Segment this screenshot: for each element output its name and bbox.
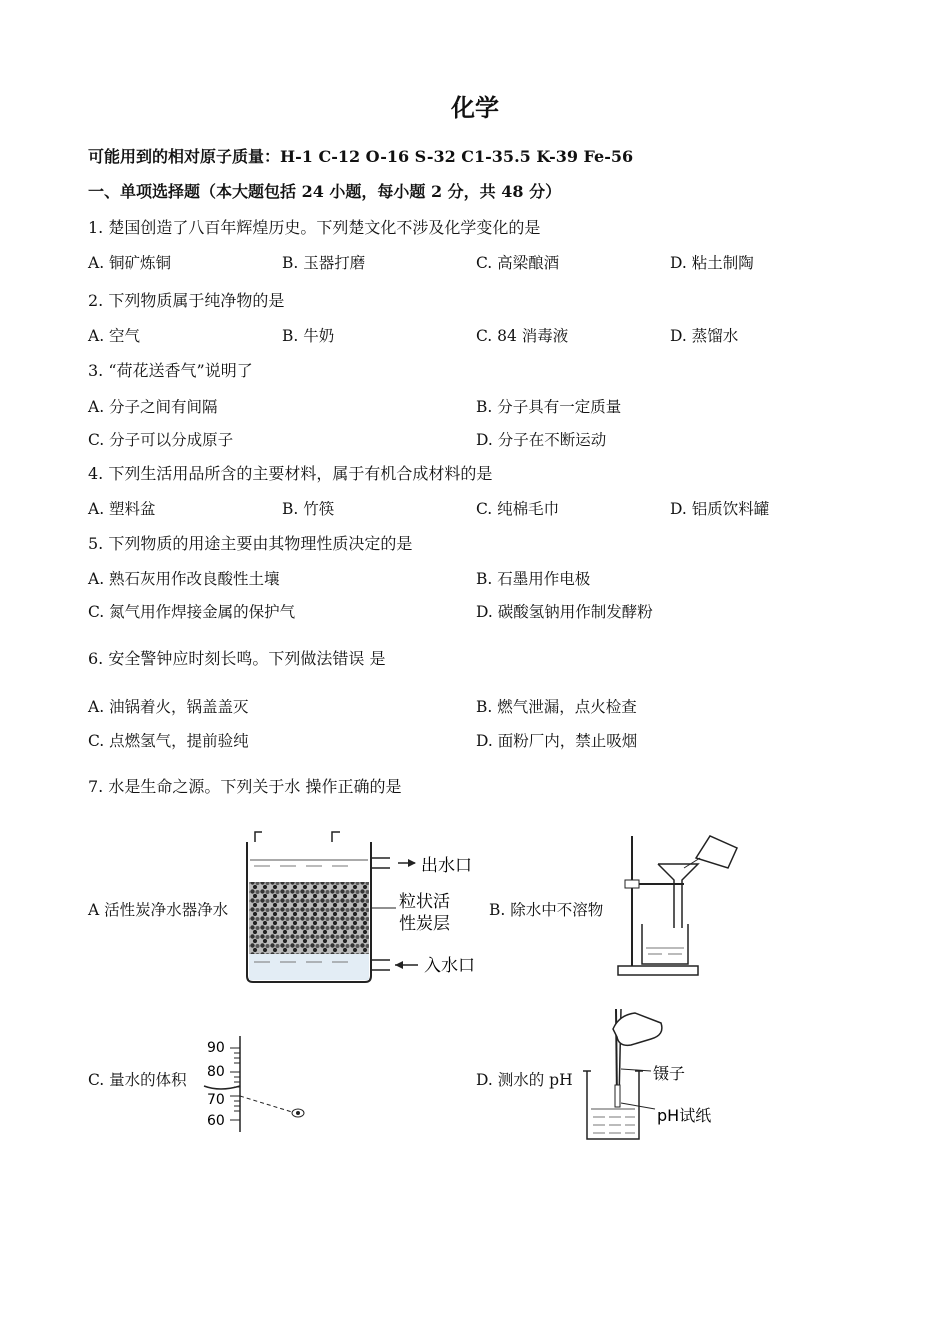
carbon-purifier-figure — [240, 826, 485, 986]
ph-paper-label: pH试纸 — [657, 1106, 712, 1125]
option: C. 量水的体积 — [88, 1071, 187, 1089]
option: D. 分子在不断运动 — [476, 431, 607, 449]
option: A. 熟石灰用作改良酸性土壤 — [88, 570, 280, 588]
option: D. 铝质饮料罐 — [670, 500, 770, 518]
option: A 活性炭净水器净水 — [88, 901, 229, 919]
option: C. 氮气用作焊接金属的保护气 — [88, 603, 296, 621]
question-stem: 7. 水是生命之源。下列关于水 操作正确的是 — [88, 777, 402, 796]
tweezers-label: 镊子 — [653, 1064, 686, 1083]
option: C. 分子可以分成原子 — [88, 431, 234, 449]
option: D. 粘土制陶 — [670, 254, 754, 272]
option: A. 分子之间有间隔 — [88, 398, 218, 416]
option: B. 分子具有一定质量 — [476, 398, 622, 416]
graduated-cylinder-figure — [200, 1032, 320, 1137]
option: B. 牛奶 — [282, 327, 335, 345]
cylinder-mark-70: 70 — [207, 1092, 225, 1108]
inlet-label: 入水口 — [424, 956, 475, 976]
question-stem: 1. 楚国创造了八百年辉煌历史。下列楚文化不涉及化学变化的是 — [88, 218, 541, 237]
cylinder-mark-80: 80 — [207, 1064, 225, 1080]
option: B. 燃气泄漏，点火检查 — [476, 698, 637, 716]
question-stem: 6. 安全警钟应时刻长鸣。下列做法错误 是 — [88, 649, 386, 668]
filtration-figure — [612, 828, 747, 983]
carbon-label-line1: 粒状活 — [399, 892, 450, 912]
option: C. 84 消毒液 — [476, 327, 569, 345]
cylinder-mark-60: 60 — [207, 1113, 225, 1129]
page-title: 化学 — [451, 93, 499, 122]
option: B. 石墨用作电极 — [476, 570, 591, 588]
option: A. 油锅着火，锅盖盖灭 — [88, 698, 249, 716]
option: D. 测水的 pH — [476, 1071, 573, 1089]
question-stem: 3. “荷花送香气”说明了 — [88, 361, 253, 380]
option: D. 碳酸氢钠用作制发酵粉 — [476, 603, 653, 621]
option: A. 铜矿炼铜 — [88, 254, 172, 272]
question-stem: 2. 下列物质属于纯净物的是 — [88, 291, 285, 310]
atomic-masses: 可能用到的相对原子质量：H-1 C-12 O-16 S-32 C1-35.5 K-39 Fe-56 — [88, 147, 634, 166]
option: C. 点燃氢气，提前验纯 — [88, 732, 249, 750]
option: C. 高梁酿酒 — [476, 254, 560, 272]
option: D. 面粉厂内，禁止吸烟 — [476, 732, 638, 750]
outlet-label: 出水口 — [421, 856, 472, 876]
option: A. 塑料盆 — [88, 500, 156, 518]
carbon-layer — [249, 882, 369, 954]
option: C. 纯棉毛巾 — [476, 500, 560, 518]
option: B. 玉器打磨 — [282, 254, 366, 272]
option: B. 除水中不溶物 — [489, 901, 604, 919]
option: A. 空气 — [88, 327, 141, 345]
cylinder-mark-90: 90 — [207, 1040, 225, 1056]
carbon-label-line2: 性炭层 — [399, 914, 450, 934]
option: D. 蒸馏水 — [670, 327, 739, 345]
ph-test-figure — [583, 1005, 723, 1145]
question-stem: 5. 下列物质的用途主要由其物理性质决定的是 — [88, 534, 413, 553]
section-heading: 一、单项选择题（本大题包括 24 小题，每小题 2 分，共 48 分） — [88, 182, 562, 201]
option: B. 竹筷 — [282, 500, 335, 518]
question-stem: 4. 下列生活用品所含的主要材料，属于有机合成材料的是 — [88, 464, 493, 483]
